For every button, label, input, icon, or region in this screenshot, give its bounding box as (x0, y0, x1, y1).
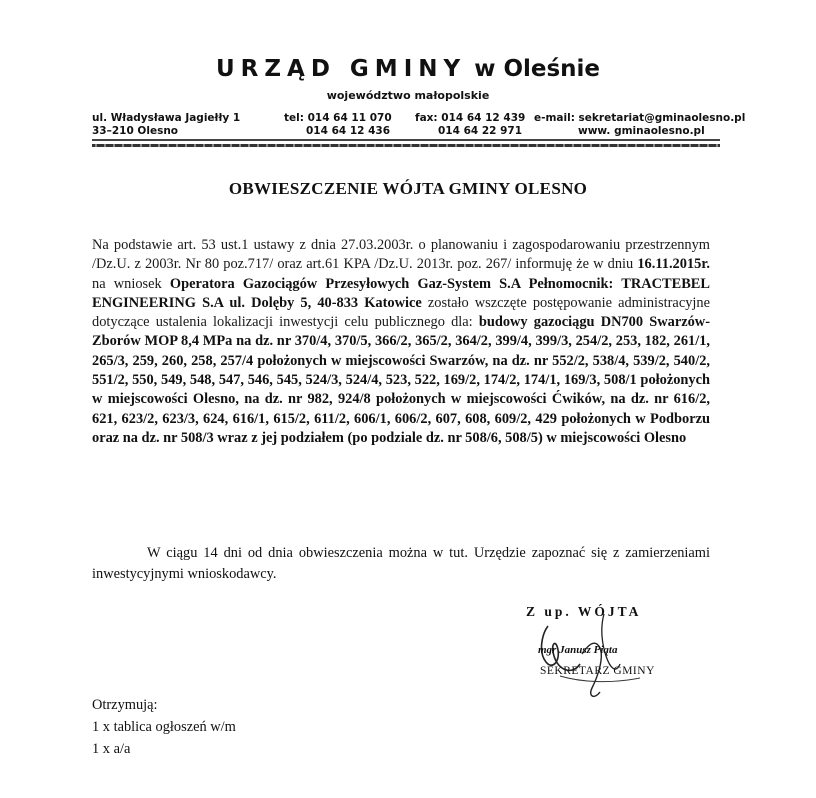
handwritten-signature-icon (520, 604, 720, 714)
voivodeship: województwo małopolskie (326, 89, 490, 102)
address-street: ul. Władysława Jagiełły 1 (92, 112, 241, 124)
header-rule-bottom (92, 144, 720, 147)
paragraph-2: W ciągu 14 dni od dnia obwieszczenia można w tut. Urzędzie zapoznać się z zamierzeniami inwestycyjnymi wnioskodawcy. (92, 545, 710, 582)
fax-2: 014 64 22 971 (438, 125, 523, 137)
recipient-item: 1 x tablica ogłoszeń w/m (92, 719, 236, 735)
phone-1: tel: 014 64 11 070 (284, 112, 392, 124)
p1-connector: na wniosek (92, 275, 170, 292)
p1-applicant: Operatora Gazociągów Przesyłowych Gaz-System S.A Pełnomocnik: TRACTEBEL ENGINEERING S.A ul. Dolęby 5, 40-833 Katowice (92, 275, 710, 311)
header-rule-top (92, 139, 720, 141)
email-block (534, 112, 745, 138)
announcement-body (92, 236, 710, 448)
paragraph-1 (92, 236, 710, 448)
p1-intro: Na podstawie art. 53 ust.1 ustawy z dnia 27.03.2003r. o planowaniu i zagospodarowaniu przestrzennym /Dz.U. z 2003r. Nr 80 poz.717/ oraz art.61 KPA /Dz.U. 2013r. poz. 267/ informuję że w dniu (92, 237, 710, 273)
office-title (0, 56, 816, 82)
signatory-role: SEKRETARZ GMINY (540, 665, 655, 677)
address-block (92, 112, 240, 138)
p1-procedure: zostało wszczęte postępowanie administracyjne dotyczące ustalenia lokalizacji inwestycji celu publicznego dla: (92, 294, 710, 331)
p1-investment: budowy gazociągu DN700 Swarzów-Zborów MOP 8,4 MPa na dz. nr 370/4, 370/5, 366/2, 365/2, 364/2, 399/4, 399/3, 254/2, 253, 182, 261/1, 265/3, 259, 260, 258, 257/4 położonych w miejscowości Swarzów, na dz. nr 552/2, 538/4, 539/2, 540/2, 551/2, 550, 549, 548, 547, 546, 545, 524/3, 524/4, 523, 522, 169/2, 174/2, 174/1, 169/3, 508/1 położonych w miejscowości Olesno, na dz. nr 982, 924/8 położonych w miejscowości Ćwików, na dz. nr 616/2, 621, 623/2, 623/3, 624, 616/1, 615/2, 611/2, 606/1, 606/2, 607, 608, 609/2, 429 położonych w Podborzu oraz na dz. nr 508/3 wraz z jej podziałem (po podziale dz. nr 508/6, 508/5) w miejscowości Olesno (92, 314, 710, 446)
email: e-mail: sekretariat@gminaolesno.pl (534, 112, 746, 124)
signature-authority: Z up. WÓJTA (526, 604, 642, 619)
recipient-item: 1 x a/a (92, 741, 131, 757)
fax-block (415, 112, 525, 138)
website: www. gminaolesno.pl (578, 125, 705, 137)
address-city: 33–210 Olesno (92, 125, 179, 137)
office-title-location: w Oleśnie (474, 56, 601, 82)
signature-stamp (520, 604, 720, 714)
fax-1: fax: 014 64 12 439 (415, 112, 526, 124)
recipients (92, 694, 236, 760)
phone-2: 014 64 12 436 (306, 125, 391, 137)
office-title-main: URZĄD GMINY (215, 56, 467, 82)
phone-block (284, 112, 392, 138)
letterhead (0, 0, 816, 150)
p1-date: 16.11.2015r. (637, 256, 710, 273)
recipients-label: Otrzymują: (92, 697, 158, 713)
document-title: OBWIESZCZENIE WÓJTA GMINY OLESNO (228, 179, 588, 198)
signatory-name: mgr Janusz Piąta (538, 644, 618, 656)
